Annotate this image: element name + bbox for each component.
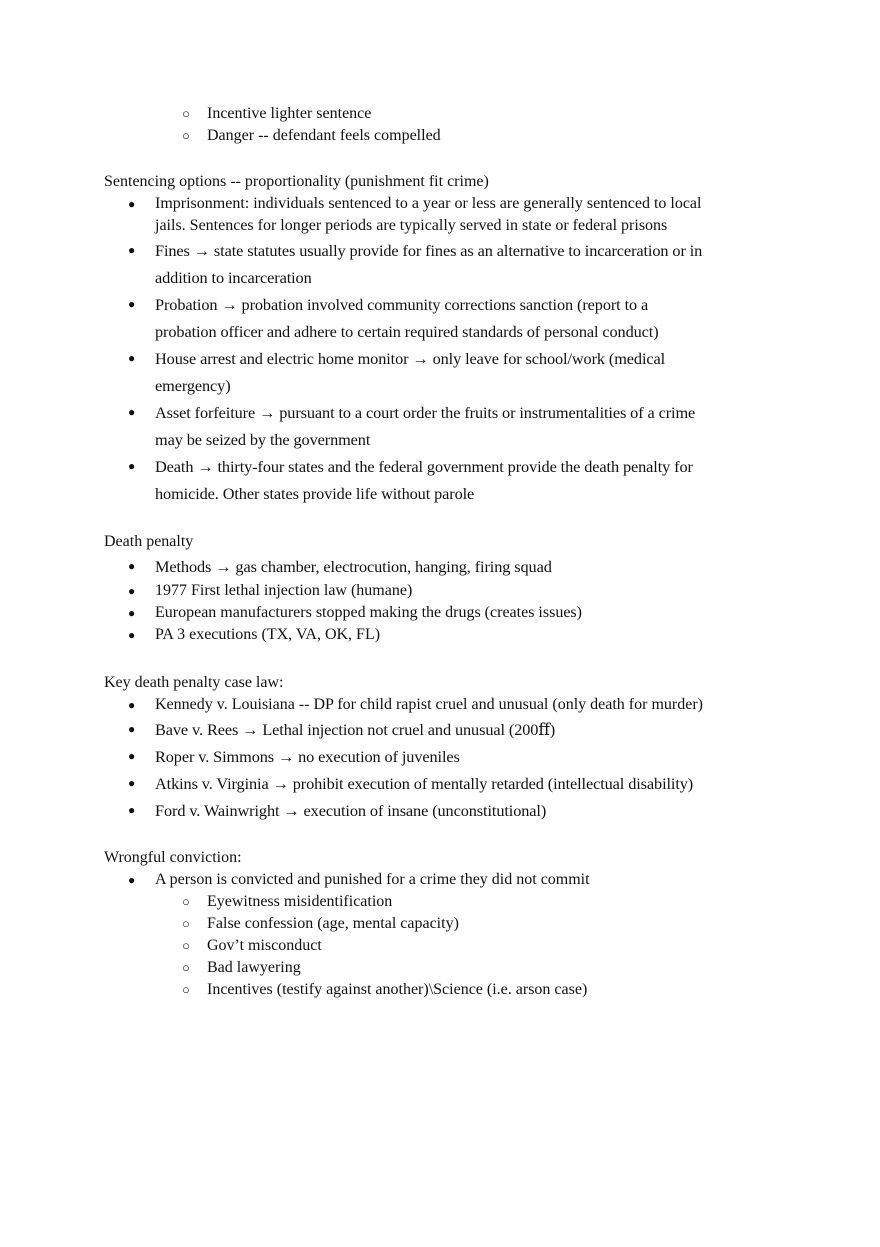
bullet-icon: ● [128,351,136,365]
list-item: ● Kennedy v. Louisiana -- DP for child rapist cruel and unusual (only death for murder) [104,694,784,716]
bullet-icon: ● [128,873,136,887]
hollow-bullet-icon: ○ [182,916,190,931]
list-item: ○ Eyewitness misidentification [104,891,784,913]
list-item: ● A person is convicted and punished for a crime they did not commit [104,869,784,891]
bullet-icon: ● [128,628,136,642]
section-heading: Wrongful conviction: [104,849,242,866]
sentencing-list [104,193,784,507]
bullet-icon: ● [128,297,136,311]
bullet-icon: ● [128,559,136,573]
section-heading: Sentencing options -- proportionality (punishment fit crime) [104,173,489,190]
bullet-icon: ● [128,459,136,473]
bullet-icon: ● [128,584,136,598]
section-heading: Death penalty [104,533,194,550]
list-item: ● Fines → state statutes usually provide for fines as an alternative to incarceration or in addition to incarceration [104,237,784,291]
list-item: ○ Gov’t misconduct [104,935,784,957]
list-item: ● Imprisonment: individuals sentenced to a year or less are generally sentenced to local jails. Sentences for longer periods are typically served in state or federal prisons [128,195,702,234]
list-item: ○ Bad lawyering [104,957,784,979]
top-subitems-list [104,103,784,147]
wrongful-conviction-section [104,847,784,1001]
list-item: ○ False confession (age, mental capacity) [104,913,784,935]
bullet-icon: ● [128,749,136,763]
list-item: ● Probation → probation involved community corrections sanction (report to a probation officer and adhere to certain required standards of personal conduct) [104,291,784,345]
bullet-icon: ● [128,243,136,257]
list-item: ● Roper v. Simmons → no execution of juveniles [104,743,784,770]
bullet-icon: ● [128,197,136,211]
bullet-icon: ● [128,776,136,790]
hollow-bullet-icon: ○ [182,106,190,121]
top-subitems-block [104,103,784,147]
hollow-bullet-icon: ○ [182,982,190,997]
bullet-icon: ● [128,722,136,736]
list-item: ● Ford v. Wainwright → execution of insane (unconstitutional) [104,797,784,824]
list-item: ● Methods → gas chamber, electrocution, hanging, firing squad [104,553,784,580]
list-item: ○ Incentive lighter sentence [104,103,784,125]
bullet-icon: ● [128,606,136,620]
bullet-icon: ● [128,803,136,817]
list-item: ● House arrest and electric home monitor → only leave for school/work (medical emergency) [104,345,784,399]
list-item: ● 1977 First lethal injection law (humane) [104,580,784,602]
hollow-bullet-icon: ○ [182,938,190,953]
list-item: ● PA 3 executions (TX, VA, OK, FL) [104,624,784,646]
bullet-icon: ● [128,405,136,419]
death-penalty-list [104,553,784,646]
list-item: ○ Incentives (testify against another)\Science (i.e. arson case) [104,979,784,1001]
wrongful-conviction-list [104,869,784,1001]
list-item: ● Death → thirty-four states and the federal government provide the death penalty for homicide. Other states provide life without parole [104,453,784,507]
sentencing-section [104,171,784,507]
list-item: ● European manufacturers stopped making the drugs (creates issues) [104,602,784,624]
hollow-bullet-icon: ○ [182,960,190,975]
list-item: ● Atkins v. Virginia → prohibit execution of mentally retarded (intellectual disability) [104,770,784,797]
hollow-bullet-icon: ○ [182,894,190,909]
list-item: ○ Danger -- defendant feels compelled [104,125,784,147]
list-item: ● Asset forfeiture → pursuant to a court order the fruits or instrumentalities of a crime may be seized by the government [104,399,784,453]
section-heading: Key death penalty case law: [104,674,284,691]
death-penalty-section [104,531,784,646]
case-law-list [104,694,784,824]
bullet-icon: ● [128,698,136,712]
case-law-section [104,672,784,824]
hollow-bullet-icon: ○ [182,128,190,143]
list-item: ● Bave v. Rees → Lethal injection not cruel and unusual (200ﬀ) [104,716,784,743]
